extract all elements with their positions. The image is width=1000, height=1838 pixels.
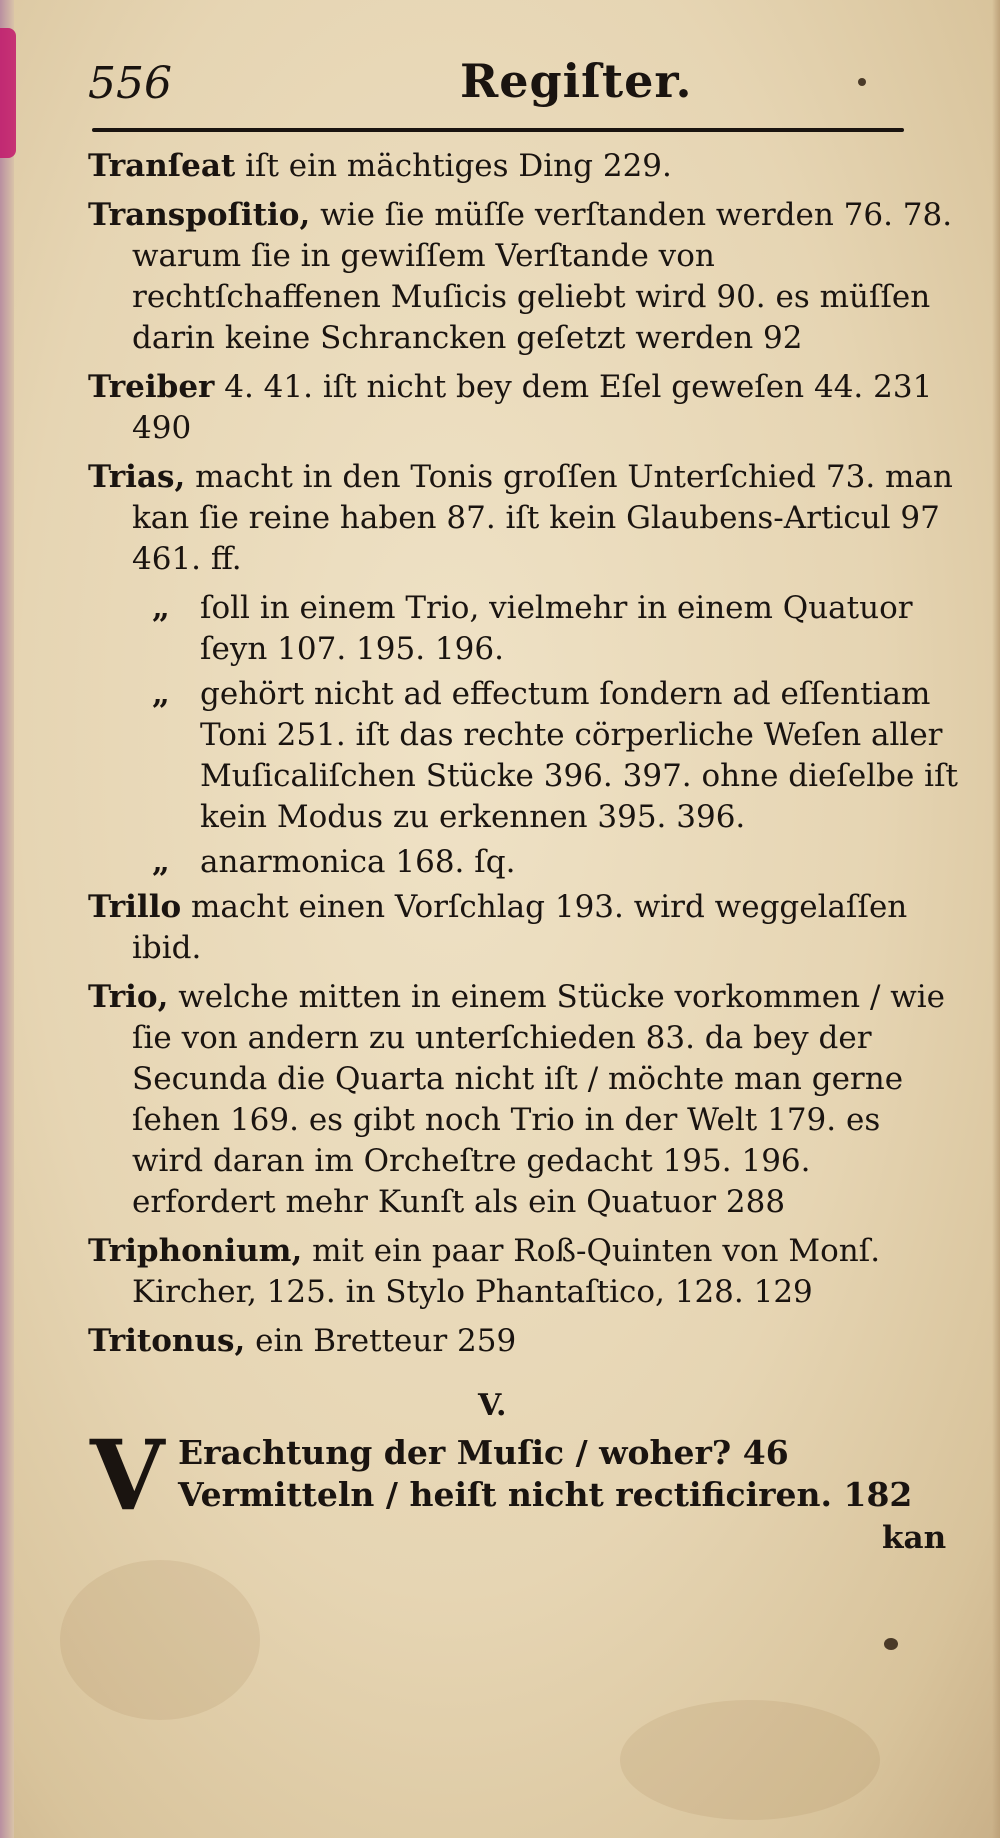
entry-text: macht einen Vorſchlag 193. wird weggelaſſen ibid. <box>132 889 908 966</box>
decorative-initial: V <box>90 1419 165 1532</box>
register-entry: Vermitteln / heiſt nicht rectificiren. 182 <box>178 1475 913 1514</box>
page-edge-right <box>992 0 1000 1838</box>
register-entry: Erachtung der Muſic / woher? 46 <box>178 1433 789 1472</box>
entry-text: 4. 41. iſt nicht bey dem Eſel geweſen 44. 231 490 <box>132 369 933 446</box>
register-entry <box>88 1231 960 1313</box>
paper-stain <box>620 1700 880 1820</box>
entry-headword: Trio, <box>88 979 169 1015</box>
page-header <box>88 50 908 130</box>
ditto-mark: „ <box>152 844 170 880</box>
entry-headword: Trillo <box>88 889 182 925</box>
entry-headword: Treiber <box>88 369 215 405</box>
entry-text: iſt ein mächtiges Ding 229. <box>245 148 672 184</box>
entry-text: ein Bretteur 259 <box>255 1323 517 1359</box>
register-subentry <box>88 588 960 670</box>
entry-headword: Triphonium, <box>88 1233 303 1269</box>
entry-headword: Transpoſitio, <box>88 197 311 233</box>
page-edge-left <box>0 0 14 1838</box>
page-number: 556 <box>88 58 172 109</box>
running-title: Regiſter. <box>460 54 693 108</box>
subentry-text: gehört nicht ad effectum ſondern ad eſſentiam Toni 251. iſt das rechte cörperliche Weſen aller Muſicaliſchen Stücke 396. 397. ohne dieſelbe iſt kein Modus zu erkennen 395. 396. <box>200 676 959 835</box>
entry-headword: Trias, <box>88 459 186 495</box>
register-subentry <box>88 842 960 883</box>
entry-text: welche mitten in einem Stücke vorkommen / wie ſie von andern zu unterſchieden 83. da bey der Secunda die Quarta nicht iſt / möchte man gerne ſehen 169. es gibt noch Trio in der Welt 179. es wird daran im Orcheſtre gedacht 195. 196. erfordert mehr Kunſt als ein Quatuor 288 <box>132 979 946 1220</box>
register-entry <box>88 1321 960 1362</box>
register-entry <box>88 457 960 580</box>
subentry-text: anarmonica 168. ſq. <box>200 844 516 880</box>
register-body <box>88 146 960 1370</box>
register-subentry <box>88 674 960 838</box>
register-entry <box>88 195 960 359</box>
section-letter: V. <box>478 1388 507 1423</box>
entry-text: mit ein paar Roß-Quinten von Monſ. Kircher, 125. in Stylo Phantaſtico, 128. 129 <box>132 1233 881 1310</box>
catchword: kan <box>882 1520 947 1556</box>
register-entry <box>88 887 960 969</box>
register-entry <box>88 146 960 187</box>
entry-text: macht in den Tonis groſſen Unterſchied 73. man kan ſie reine haben 87. iſt kein Glaubens-Articul 97 461. ff. <box>132 459 953 577</box>
subentry-text: ſoll in einem Trio, vielmehr in einem Quatuor ſeyn 107. 195. 196. <box>200 590 913 667</box>
entry-headword: Tritonus, <box>88 1323 246 1359</box>
paper-stain <box>60 1560 260 1720</box>
entry-headword: Tranſeat <box>88 148 236 184</box>
register-entry <box>88 977 960 1223</box>
ditto-mark: „ <box>152 676 170 712</box>
section-v-entries <box>178 1432 938 1516</box>
entry-text: wie ſie müſſe verſtanden werden 76. 78. warum ſie in gewiſſem Verſtande von rechtſchaffenen Muſicis geliebt wird 90. es müſſen darin keine Schrancken geſetzt werden 92 <box>132 197 953 356</box>
ink-fleck <box>884 1638 898 1650</box>
header-rule <box>92 128 904 132</box>
ditto-mark: „ <box>152 590 170 626</box>
pink-edge-mark <box>0 28 16 158</box>
register-entry <box>88 367 960 449</box>
